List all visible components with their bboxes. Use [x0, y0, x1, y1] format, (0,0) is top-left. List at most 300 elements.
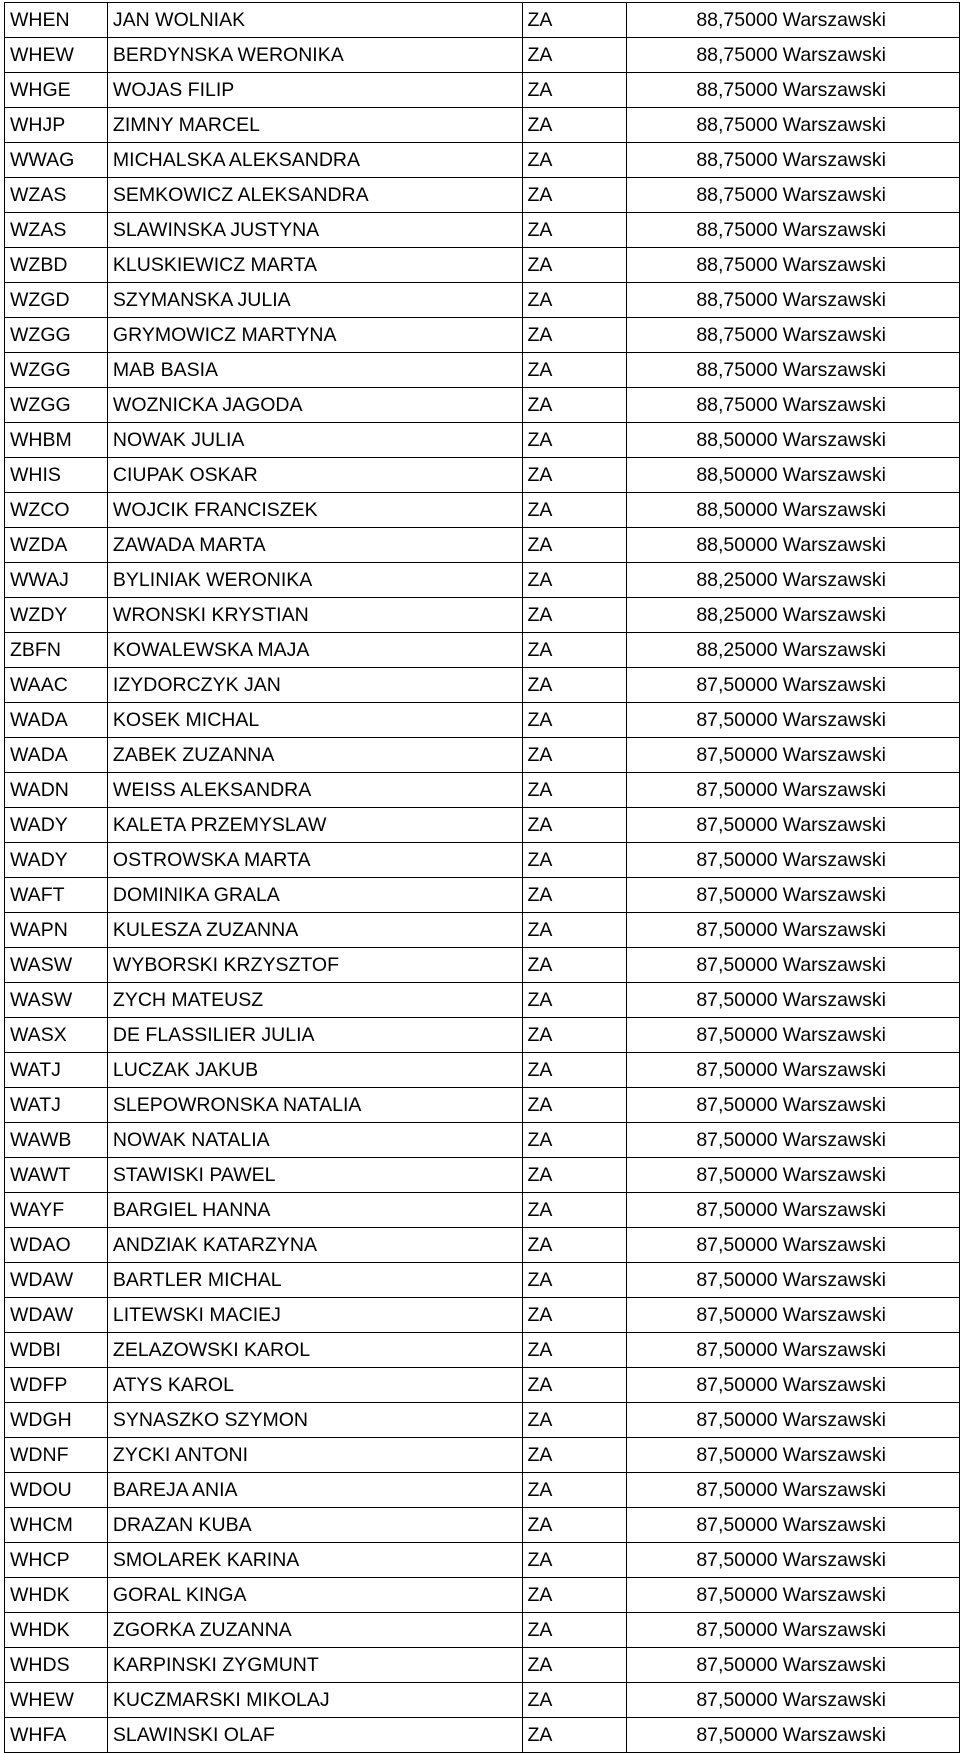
- name-cell: KOWALEWSKA MAJA: [107, 633, 522, 668]
- code-cell: WHEW: [5, 38, 108, 73]
- category-cell: ZA: [522, 1018, 627, 1053]
- table-row: [5, 1018, 960, 1053]
- table-row: [5, 388, 960, 423]
- region-cell: Warszawski: [780, 283, 960, 318]
- table-row: [5, 808, 960, 843]
- code-cell: WHEN: [5, 3, 108, 38]
- name-cell: KARPINSKI ZYGMUNT: [107, 1648, 522, 1683]
- code-cell: WASW: [5, 983, 108, 1018]
- category-cell: ZA: [522, 1158, 627, 1193]
- table-row: [5, 1473, 960, 1508]
- table-row: [5, 1438, 960, 1473]
- region-cell: Warszawski: [780, 38, 960, 73]
- table-row: [5, 948, 960, 983]
- table-row: [5, 563, 960, 598]
- code-cell: WHCM: [5, 1508, 108, 1543]
- table-row: [5, 1263, 960, 1298]
- score-cell: 88,75000: [627, 3, 780, 38]
- region-cell: Warszawski: [780, 1683, 960, 1718]
- name-cell: CIUPAK OSKAR: [107, 458, 522, 493]
- region-cell: Warszawski: [780, 703, 960, 738]
- table-row: [5, 1053, 960, 1088]
- code-cell: WATJ: [5, 1088, 108, 1123]
- code-cell: WZCO: [5, 493, 108, 528]
- score-cell: 87,50000: [627, 1088, 780, 1123]
- region-cell: Warszawski: [780, 633, 960, 668]
- code-cell: WADA: [5, 703, 108, 738]
- category-cell: ZA: [522, 458, 627, 493]
- code-cell: WDOU: [5, 1473, 108, 1508]
- region-cell: Warszawski: [780, 178, 960, 213]
- name-cell: ZAWADA MARTA: [107, 528, 522, 563]
- region-cell: Warszawski: [780, 1018, 960, 1053]
- region-cell: Warszawski: [780, 913, 960, 948]
- category-cell: ZA: [522, 703, 627, 738]
- name-cell: BYLINIAK WERONIKA: [107, 563, 522, 598]
- code-cell: WHGE: [5, 73, 108, 108]
- score-cell: 87,50000: [627, 668, 780, 703]
- region-cell: Warszawski: [780, 598, 960, 633]
- score-cell: 88,25000: [627, 633, 780, 668]
- region-cell: Warszawski: [780, 318, 960, 353]
- name-cell: LUCZAK JAKUB: [107, 1053, 522, 1088]
- table-row: [5, 633, 960, 668]
- name-cell: DE FLASSILIER JULIA: [107, 1018, 522, 1053]
- score-cell: 87,50000: [627, 1298, 780, 1333]
- name-cell: ZIMNY MARCEL: [107, 108, 522, 143]
- code-cell: WZGG: [5, 353, 108, 388]
- name-cell: LITEWSKI MACIEJ: [107, 1298, 522, 1333]
- category-cell: ZA: [522, 388, 627, 423]
- code-cell: WADN: [5, 773, 108, 808]
- code-cell: WZAS: [5, 213, 108, 248]
- region-cell: Warszawski: [780, 773, 960, 808]
- region-cell: Warszawski: [780, 843, 960, 878]
- region-cell: Warszawski: [780, 528, 960, 563]
- code-cell: ZBFN: [5, 633, 108, 668]
- region-cell: Warszawski: [780, 1578, 960, 1613]
- name-cell: BAREJA ANIA: [107, 1473, 522, 1508]
- name-cell: WOZNICKA JAGODA: [107, 388, 522, 423]
- score-cell: 87,50000: [627, 878, 780, 913]
- region-cell: Warszawski: [780, 1403, 960, 1438]
- code-cell: WADY: [5, 808, 108, 843]
- table-row: [5, 108, 960, 143]
- category-cell: ZA: [522, 143, 627, 178]
- name-cell: GORAL KINGA: [107, 1578, 522, 1613]
- code-cell: WHCP: [5, 1543, 108, 1578]
- table-row: [5, 1718, 960, 1753]
- score-cell: 87,50000: [627, 1368, 780, 1403]
- code-cell: WZAS: [5, 178, 108, 213]
- table-row: [5, 1613, 960, 1648]
- category-cell: ZA: [522, 1228, 627, 1263]
- region-cell: Warszawski: [780, 1053, 960, 1088]
- table-row: [5, 213, 960, 248]
- score-cell: 87,50000: [627, 738, 780, 773]
- category-cell: ZA: [522, 1578, 627, 1613]
- category-cell: ZA: [522, 983, 627, 1018]
- region-cell: Warszawski: [780, 1473, 960, 1508]
- code-cell: WADA: [5, 738, 108, 773]
- category-cell: ZA: [522, 1333, 627, 1368]
- score-cell: 87,50000: [627, 1018, 780, 1053]
- table-row: [5, 983, 960, 1018]
- code-cell: WWAJ: [5, 563, 108, 598]
- table-row: [5, 703, 960, 738]
- category-cell: ZA: [522, 178, 627, 213]
- region-cell: Warszawski: [780, 213, 960, 248]
- category-cell: ZA: [522, 423, 627, 458]
- table-row: [5, 458, 960, 493]
- score-cell: 87,50000: [627, 983, 780, 1018]
- score-cell: 87,50000: [627, 1578, 780, 1613]
- category-cell: ZA: [522, 38, 627, 73]
- category-cell: ZA: [522, 878, 627, 913]
- region-cell: Warszawski: [780, 1438, 960, 1473]
- name-cell: WEISS ALEKSANDRA: [107, 773, 522, 808]
- name-cell: ZYCH MATEUSZ: [107, 983, 522, 1018]
- table-row: [5, 3, 960, 38]
- table-row: [5, 1228, 960, 1263]
- code-cell: WAYF: [5, 1193, 108, 1228]
- code-cell: WATJ: [5, 1053, 108, 1088]
- table-row: [5, 1368, 960, 1403]
- category-cell: ZA: [522, 1718, 627, 1753]
- name-cell: ZYCKI ANTONI: [107, 1438, 522, 1473]
- name-cell: OSTROWSKA MARTA: [107, 843, 522, 878]
- score-cell: 87,50000: [627, 1123, 780, 1158]
- score-cell: 87,50000: [627, 843, 780, 878]
- code-cell: WAWB: [5, 1123, 108, 1158]
- code-cell: WZGG: [5, 318, 108, 353]
- name-cell: SEMKOWICZ ALEKSANDRA: [107, 178, 522, 213]
- code-cell: WZDY: [5, 598, 108, 633]
- region-cell: Warszawski: [780, 1333, 960, 1368]
- category-cell: ZA: [522, 1193, 627, 1228]
- category-cell: ZA: [522, 1088, 627, 1123]
- region-cell: Warszawski: [780, 1508, 960, 1543]
- category-cell: ZA: [522, 738, 627, 773]
- table-row: [5, 878, 960, 913]
- name-cell: ZGORKA ZUZANNA: [107, 1613, 522, 1648]
- score-cell: 88,50000: [627, 458, 780, 493]
- category-cell: ZA: [522, 248, 627, 283]
- score-cell: 87,50000: [627, 1613, 780, 1648]
- score-cell: 88,25000: [627, 563, 780, 598]
- results-table: [4, 2, 960, 1753]
- score-cell: 87,50000: [627, 1403, 780, 1438]
- category-cell: ZA: [522, 773, 627, 808]
- code-cell: WHJP: [5, 108, 108, 143]
- category-cell: ZA: [522, 913, 627, 948]
- code-cell: WAFT: [5, 878, 108, 913]
- category-cell: ZA: [522, 1473, 627, 1508]
- table-row: [5, 1333, 960, 1368]
- category-cell: ZA: [522, 633, 627, 668]
- name-cell: SLEPOWRONSKA NATALIA: [107, 1088, 522, 1123]
- region-cell: Warszawski: [780, 808, 960, 843]
- region-cell: Warszawski: [780, 388, 960, 423]
- code-cell: WHBM: [5, 423, 108, 458]
- code-cell: WHDK: [5, 1578, 108, 1613]
- score-cell: 87,50000: [627, 913, 780, 948]
- code-cell: WWAG: [5, 143, 108, 178]
- region-cell: Warszawski: [780, 1158, 960, 1193]
- region-cell: Warszawski: [780, 1298, 960, 1333]
- category-cell: ZA: [522, 1053, 627, 1088]
- category-cell: ZA: [522, 1508, 627, 1543]
- code-cell: WHEW: [5, 1683, 108, 1718]
- region-cell: Warszawski: [780, 1613, 960, 1648]
- code-cell: WZGD: [5, 283, 108, 318]
- name-cell: SYNASZKO SZYMON: [107, 1403, 522, 1438]
- score-cell: 87,50000: [627, 808, 780, 843]
- code-cell: WDAW: [5, 1298, 108, 1333]
- score-cell: 87,50000: [627, 1683, 780, 1718]
- code-cell: WDBI: [5, 1333, 108, 1368]
- region-cell: Warszawski: [780, 1648, 960, 1683]
- category-cell: ZA: [522, 1648, 627, 1683]
- region-cell: Warszawski: [780, 458, 960, 493]
- category-cell: ZA: [522, 1613, 627, 1648]
- name-cell: WOJCIK FRANCISZEK: [107, 493, 522, 528]
- score-cell: 87,50000: [627, 1333, 780, 1368]
- table-row: [5, 773, 960, 808]
- name-cell: ATYS KAROL: [107, 1368, 522, 1403]
- score-cell: 88,75000: [627, 73, 780, 108]
- score-cell: 87,50000: [627, 1543, 780, 1578]
- region-cell: Warszawski: [780, 248, 960, 283]
- name-cell: SLAWINSKI OLAF: [107, 1718, 522, 1753]
- table-row: [5, 528, 960, 563]
- code-cell: WZGG: [5, 388, 108, 423]
- table-row: [5, 668, 960, 703]
- score-cell: 88,25000: [627, 598, 780, 633]
- score-cell: 88,75000: [627, 388, 780, 423]
- score-cell: 88,50000: [627, 423, 780, 458]
- score-cell: 88,75000: [627, 108, 780, 143]
- name-cell: SLAWINSKA JUSTYNA: [107, 213, 522, 248]
- table-row: [5, 73, 960, 108]
- region-cell: Warszawski: [780, 668, 960, 703]
- name-cell: SZYMANSKA JULIA: [107, 283, 522, 318]
- name-cell: WYBORSKI KRZYSZTOF: [107, 948, 522, 983]
- table-row: [5, 1403, 960, 1438]
- category-cell: ZA: [522, 73, 627, 108]
- category-cell: ZA: [522, 283, 627, 318]
- region-cell: Warszawski: [780, 3, 960, 38]
- name-cell: DRAZAN KUBA: [107, 1508, 522, 1543]
- category-cell: ZA: [522, 1438, 627, 1473]
- name-cell: ZABEK ZUZANNA: [107, 738, 522, 773]
- name-cell: KULESZA ZUZANNA: [107, 913, 522, 948]
- score-cell: 87,50000: [627, 1158, 780, 1193]
- code-cell: WAWT: [5, 1158, 108, 1193]
- code-cell: WASX: [5, 1018, 108, 1053]
- score-cell: 87,50000: [627, 1648, 780, 1683]
- score-cell: 88,75000: [627, 38, 780, 73]
- name-cell: WOJAS FILIP: [107, 73, 522, 108]
- score-cell: 88,75000: [627, 248, 780, 283]
- name-cell: SMOLAREK KARINA: [107, 1543, 522, 1578]
- code-cell: WZBD: [5, 248, 108, 283]
- category-cell: ZA: [522, 1123, 627, 1158]
- score-cell: 88,75000: [627, 143, 780, 178]
- table-row: [5, 493, 960, 528]
- table-row: [5, 1193, 960, 1228]
- score-cell: 87,50000: [627, 1438, 780, 1473]
- table-row: [5, 353, 960, 388]
- score-cell: 88,75000: [627, 213, 780, 248]
- category-cell: ZA: [522, 563, 627, 598]
- name-cell: GRYMOWICZ MARTYNA: [107, 318, 522, 353]
- code-cell: WZDA: [5, 528, 108, 563]
- code-cell: WDAW: [5, 1263, 108, 1298]
- table-row: [5, 913, 960, 948]
- code-cell: WAAC: [5, 668, 108, 703]
- region-cell: Warszawski: [780, 1718, 960, 1753]
- region-cell: Warszawski: [780, 878, 960, 913]
- table-row: [5, 1648, 960, 1683]
- category-cell: ZA: [522, 1683, 627, 1718]
- code-cell: WHDK: [5, 1613, 108, 1648]
- name-cell: MAB BASIA: [107, 353, 522, 388]
- table-row: [5, 143, 960, 178]
- region-cell: Warszawski: [780, 1228, 960, 1263]
- category-cell: ZA: [522, 493, 627, 528]
- category-cell: ZA: [522, 948, 627, 983]
- region-cell: Warszawski: [780, 1543, 960, 1578]
- table-row: [5, 598, 960, 633]
- name-cell: KLUSKIEWICZ MARTA: [107, 248, 522, 283]
- name-cell: KUCZMARSKI MIKOLAJ: [107, 1683, 522, 1718]
- name-cell: KALETA PRZEMYSLAW: [107, 808, 522, 843]
- region-cell: Warszawski: [780, 1088, 960, 1123]
- region-cell: Warszawski: [780, 143, 960, 178]
- table-row: [5, 248, 960, 283]
- region-cell: Warszawski: [780, 493, 960, 528]
- table-row: [5, 1508, 960, 1543]
- region-cell: Warszawski: [780, 1123, 960, 1158]
- region-cell: Warszawski: [780, 423, 960, 458]
- category-cell: ZA: [522, 1543, 627, 1578]
- name-cell: KOSEK MICHAL: [107, 703, 522, 738]
- table-row: [5, 283, 960, 318]
- table-row: [5, 738, 960, 773]
- name-cell: ANDZIAK KATARZYNA: [107, 1228, 522, 1263]
- score-cell: 87,50000: [627, 1718, 780, 1753]
- table-row: [5, 38, 960, 73]
- category-cell: ZA: [522, 1263, 627, 1298]
- score-cell: 88,75000: [627, 318, 780, 353]
- name-cell: NOWAK NATALIA: [107, 1123, 522, 1158]
- category-cell: ZA: [522, 843, 627, 878]
- results-table-body: [5, 3, 960, 1753]
- score-cell: 88,75000: [627, 353, 780, 388]
- region-cell: Warszawski: [780, 738, 960, 773]
- region-cell: Warszawski: [780, 353, 960, 388]
- name-cell: IZYDORCZYK JAN: [107, 668, 522, 703]
- region-cell: Warszawski: [780, 1263, 960, 1298]
- code-cell: WHIS: [5, 458, 108, 493]
- score-cell: 87,50000: [627, 1473, 780, 1508]
- table-row: [5, 318, 960, 353]
- name-cell: DOMINIKA GRALA: [107, 878, 522, 913]
- code-cell: WDGH: [5, 1403, 108, 1438]
- region-cell: Warszawski: [780, 1368, 960, 1403]
- name-cell: BARGIEL HANNA: [107, 1193, 522, 1228]
- score-cell: 88,75000: [627, 178, 780, 213]
- code-cell: WAPN: [5, 913, 108, 948]
- category-cell: ZA: [522, 108, 627, 143]
- score-cell: 87,50000: [627, 1263, 780, 1298]
- name-cell: BERDYNSKA WERONIKA: [107, 38, 522, 73]
- region-cell: Warszawski: [780, 563, 960, 598]
- region-cell: Warszawski: [780, 1193, 960, 1228]
- score-cell: 87,50000: [627, 948, 780, 983]
- name-cell: MICHALSKA ALEKSANDRA: [107, 143, 522, 178]
- name-cell: ZELAZOWSKI KAROL: [107, 1333, 522, 1368]
- category-cell: ZA: [522, 353, 627, 388]
- table-row: [5, 843, 960, 878]
- table-row: [5, 1158, 960, 1193]
- code-cell: WADY: [5, 843, 108, 878]
- name-cell: NOWAK JULIA: [107, 423, 522, 458]
- table-row: [5, 178, 960, 213]
- score-cell: 87,50000: [627, 703, 780, 738]
- score-cell: 87,50000: [627, 773, 780, 808]
- table-row: [5, 423, 960, 458]
- table-row: [5, 1298, 960, 1333]
- code-cell: WHFA: [5, 1718, 108, 1753]
- category-cell: ZA: [522, 3, 627, 38]
- score-cell: 87,50000: [627, 1053, 780, 1088]
- code-cell: WHDS: [5, 1648, 108, 1683]
- code-cell: WDAO: [5, 1228, 108, 1263]
- table-row: [5, 1578, 960, 1613]
- category-cell: ZA: [522, 1368, 627, 1403]
- table-row: [5, 1123, 960, 1158]
- region-cell: Warszawski: [780, 73, 960, 108]
- code-cell: WASW: [5, 948, 108, 983]
- category-cell: ZA: [522, 1298, 627, 1333]
- category-cell: ZA: [522, 598, 627, 633]
- table-row: [5, 1543, 960, 1578]
- category-cell: ZA: [522, 528, 627, 563]
- name-cell: WRONSKI KRYSTIAN: [107, 598, 522, 633]
- code-cell: WDFP: [5, 1368, 108, 1403]
- score-cell: 88,50000: [627, 493, 780, 528]
- code-cell: WDNF: [5, 1438, 108, 1473]
- category-cell: ZA: [522, 1403, 627, 1438]
- region-cell: Warszawski: [780, 108, 960, 143]
- category-cell: ZA: [522, 213, 627, 248]
- name-cell: BARTLER MICHAL: [107, 1263, 522, 1298]
- category-cell: ZA: [522, 318, 627, 353]
- score-cell: 87,50000: [627, 1193, 780, 1228]
- score-cell: 87,50000: [627, 1228, 780, 1263]
- region-cell: Warszawski: [780, 948, 960, 983]
- category-cell: ZA: [522, 808, 627, 843]
- name-cell: JAN WOLNIAK: [107, 3, 522, 38]
- score-cell: 88,50000: [627, 528, 780, 563]
- score-cell: 87,50000: [627, 1508, 780, 1543]
- table-row: [5, 1683, 960, 1718]
- category-cell: ZA: [522, 668, 627, 703]
- name-cell: STAWISKI PAWEL: [107, 1158, 522, 1193]
- score-cell: 88,75000: [627, 283, 780, 318]
